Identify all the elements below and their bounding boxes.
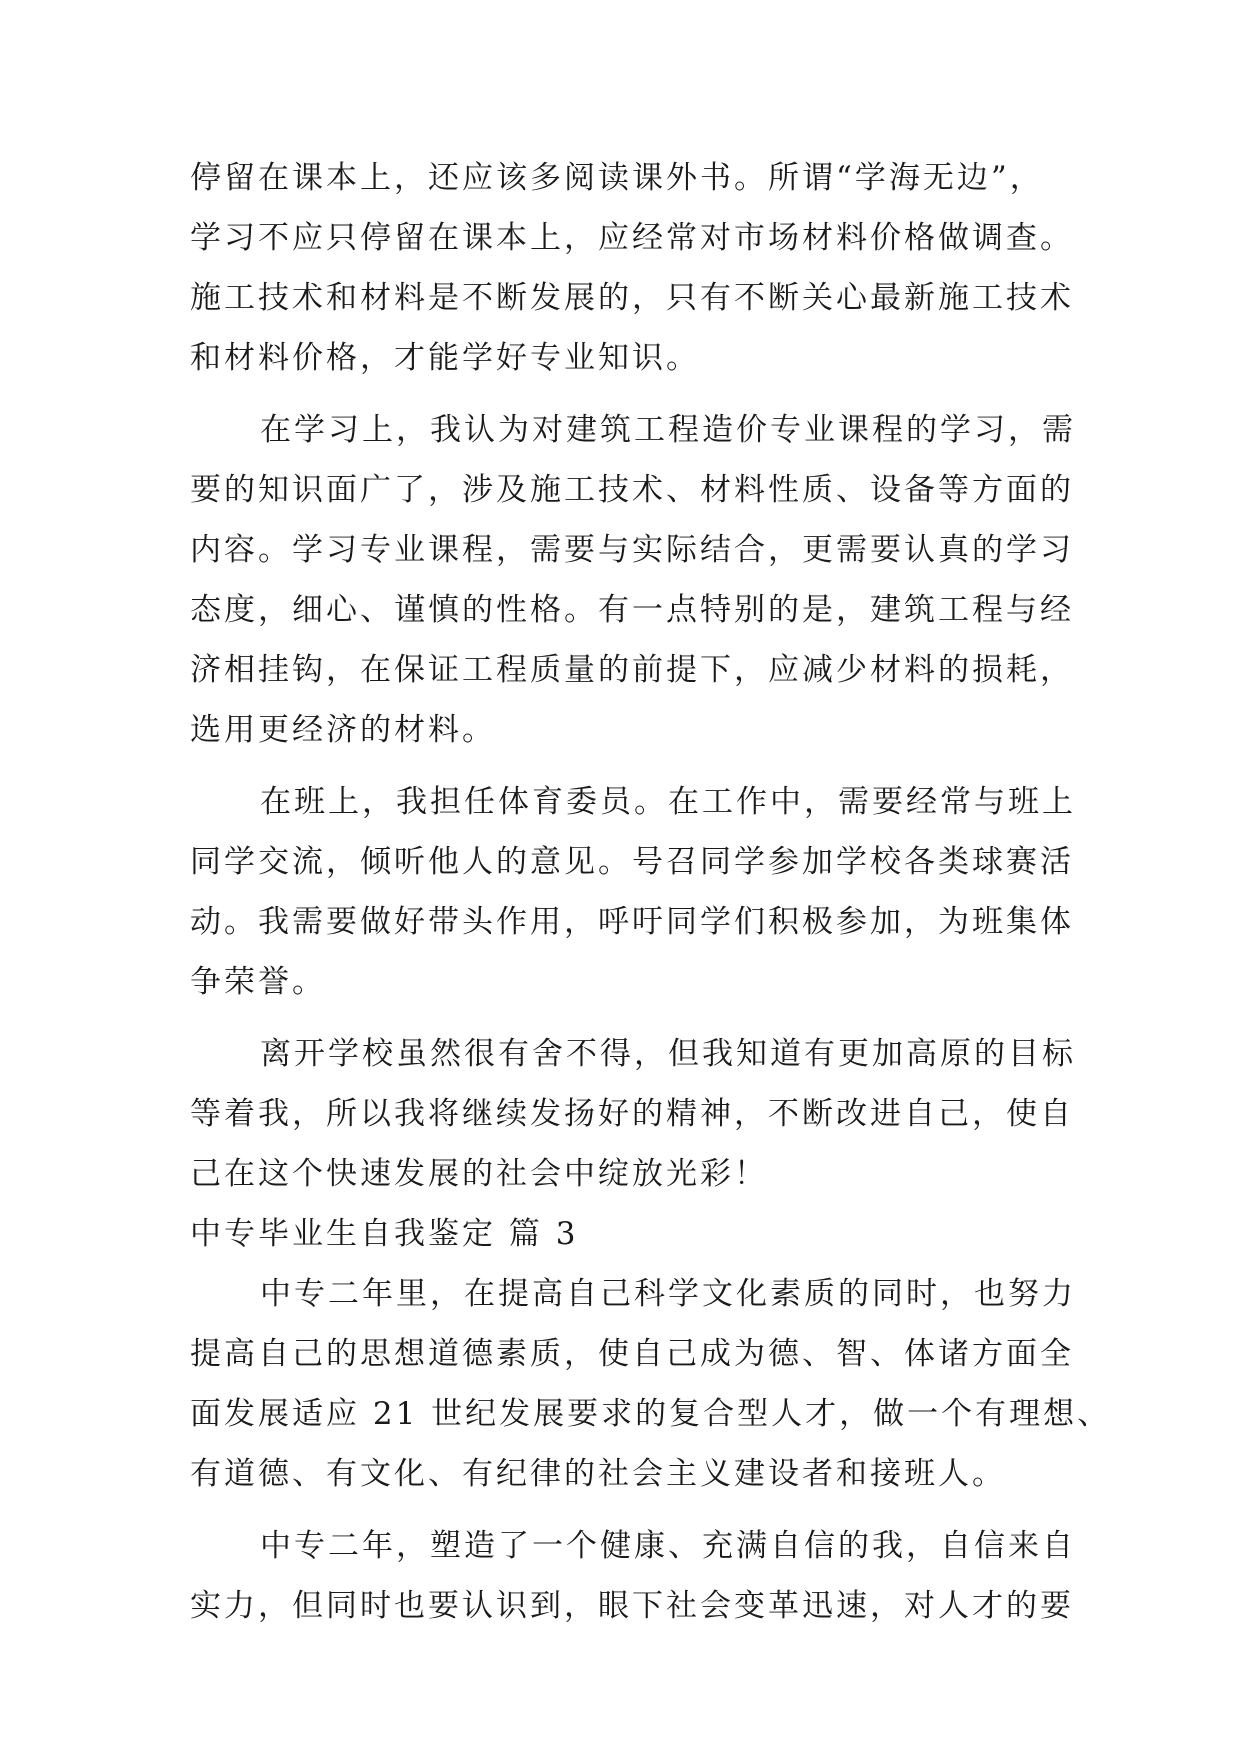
paragraph-confidence — [190, 1516, 1076, 1636]
text-line: 离开学校虽然很有舍不得，但我知道有更加高原的目标 — [260, 1036, 1076, 1072]
text-line: 内容。学习专业课程，需要与实际结合，更需要认真的学习 — [190, 532, 1074, 568]
text-line: 实力，但同时也要认识到，眼下社会变革迅速，对人才的要 — [190, 1588, 1074, 1624]
paragraph-two-years — [190, 1264, 1112, 1504]
text-line: 在班上，我担任体育委员。在工作中，需要经常与班上 — [260, 784, 1076, 820]
paragraph-leaving-school — [190, 1024, 1076, 1204]
text-line: 施工技术和材料是不断发展的，只有不断关心最新施工技术 — [190, 280, 1074, 316]
text-line: 己在这个快速发展的社会中绽放光彩！ — [190, 1156, 768, 1192]
text-line: 面发展适应 21 世纪发展要求的复合型人才，做一个有理想、 — [190, 1396, 1112, 1432]
section-heading: 中专毕业生自我鉴定 篇 3 — [190, 1216, 579, 1252]
paragraph-study-outside — [190, 148, 1074, 388]
text-line: 同学交流，倾听他人的意见。号召同学参加学校各类球赛活 — [190, 844, 1074, 880]
text-line: 态度，细心、谨慎的性格。有一点特别的是，建筑工程与经 — [190, 592, 1074, 628]
document-body — [190, 148, 1112, 1636]
paragraph-class-role — [190, 772, 1076, 1012]
text-line: 动。我需要做好带头作用，呼吁同学们积极参加，为班集体 — [190, 904, 1074, 940]
text-line: 在学习上，我认为对建筑工程造价专业课程的学习，需 — [260, 412, 1076, 448]
text-line: 要的知识面广了，涉及施工技术、材料性质、设备等方面的 — [190, 472, 1074, 508]
text-line: 提高自己的思想道德素质，使自己成为德、智、体诸方面全 — [190, 1336, 1074, 1372]
text-line: 争荣誉。 — [190, 964, 326, 1000]
text-line: 和材料价格，才能学好专业知识。 — [190, 340, 700, 376]
text-line: 选用更经济的材料。 — [190, 712, 496, 748]
paragraph-study-courses — [190, 400, 1076, 760]
text-line: 济相挂钩，在保证工程质量的前提下，应减少材料的损耗， — [190, 652, 1074, 688]
text-line: 中专二年，塑造了一个健康、充满自信的我，自信来自 — [260, 1528, 1076, 1564]
text-line: 等着我，所以我将继续发扬好的精神，不断改进自己，使自 — [190, 1096, 1074, 1132]
text-line: 有道德、有文化、有纪律的社会主义建设者和接班人。 — [190, 1456, 1006, 1492]
text-line: 停留在课本上，还应该多阅读课外书。所谓“学海无边”， — [190, 160, 1044, 196]
text-line: 中专二年里，在提高自己科学文化素质的同时，也努力 — [260, 1276, 1076, 1312]
text-line: 学习不应只停留在课本上，应经常对市场材料价格做调查。 — [190, 220, 1074, 256]
